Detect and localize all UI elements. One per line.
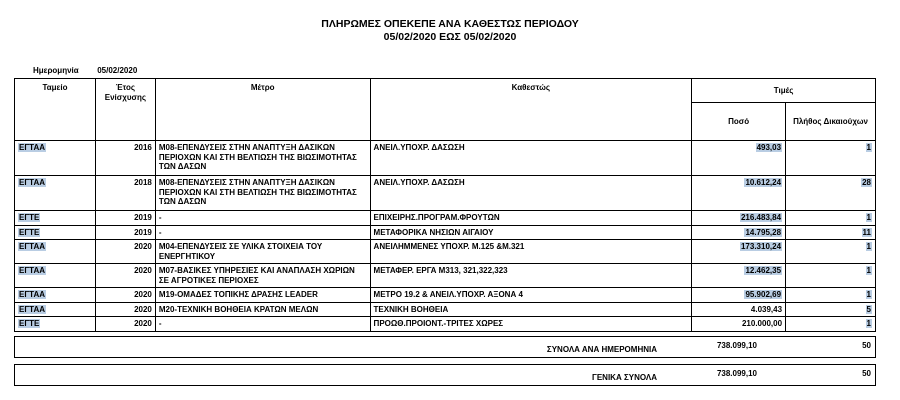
fund-cell: ΕΓΤΑΑ: [19, 304, 45, 314]
measure-cell: M19-ΟΜΑΔΕΣ ΤΟΠΙΚΗΣ ΔΡΑΣΗΣ LEADER: [155, 288, 370, 303]
year-cell: 2019: [95, 211, 155, 226]
report-title-block: [0, 18, 900, 44]
count-cell: 11: [862, 227, 871, 237]
amount-cell: 10.612,24: [745, 178, 782, 187]
count-cell: 5: [866, 304, 871, 314]
table-header: [15, 79, 876, 141]
table-row: [15, 141, 876, 176]
status-cell: ΠΡΟΩΘ.ΠΡΟΙΟΝΤ.-ΤΡΙΤΕΣ ΧΩΡΕΣ: [370, 317, 692, 332]
status-cell: ΑΝΕΙΛ.ΥΠΟΧΡ. ΔΑΣΩΣΗ: [370, 176, 692, 211]
amount-cell: 4.039,43: [692, 302, 786, 317]
report-period: 05/02/2020 ΕΩΣ 05/02/2020: [383, 31, 517, 43]
totals-by-date: [14, 336, 876, 358]
grand-totals-label: ΓΕΝΙΚΑ ΣΥΝΟΛΑ: [592, 373, 657, 382]
totals-by-date-count: 50: [862, 341, 871, 350]
header-fund: Ταμείο: [15, 79, 96, 141]
count-cell: 1: [866, 266, 871, 275]
count-cell: 1: [866, 143, 871, 152]
fund-cell: ΕΓΤΑΑ: [19, 242, 45, 251]
status-cell: ΑΝΕΙΛΗΜΜΕΝΕΣ ΥΠΟΧΡ. Μ.125 &Μ.321: [370, 240, 692, 264]
fund-cell: ΕΓΤΑΑ: [19, 290, 45, 299]
fund-cell: ΕΓΤΑΑ: [19, 143, 45, 152]
year-cell: 2016: [95, 141, 155, 176]
grand-totals: [14, 364, 876, 386]
year-cell: 2019: [95, 225, 155, 240]
year-cell: 2020: [95, 264, 155, 288]
table-body: [15, 141, 876, 332]
status-cell: ΜΕΤΡΟ 19.2 & ΑΝΕΙΛ.ΥΠΟΧΡ. ΑΞΟΝΑ 4: [370, 288, 692, 303]
table-row: [15, 211, 876, 226]
count-cell: 1: [866, 290, 871, 299]
year-cell: 2020: [95, 302, 155, 317]
fund-cell: ΕΓΤΕ: [19, 319, 40, 328]
grand-totals-count: 50: [862, 369, 871, 378]
measure-cell: M07-ΒΑΣΙΚΕΣ ΥΠΗΡΕΣΙΕΣ ΚΑΙ ΑΝΑΠΛΑΣΗ ΧΩΡΙΩΝ ΣΕ ΑΓΡΟΤΙΚΕΣ ΠΕΡΙΟΧΕΣ: [155, 264, 370, 288]
amount-cell: 12.462,35: [745, 266, 782, 275]
fund-cell: ΕΓΤΕ: [19, 213, 40, 222]
amount-cell: 216.483,84: [740, 213, 782, 222]
header-values: Τιμές: [692, 79, 876, 103]
year-cell: 2020: [95, 288, 155, 303]
year-cell: 2020: [95, 240, 155, 264]
table-row: [15, 317, 876, 332]
table-row: [15, 288, 876, 303]
header-year: Έτος Ενίσχυσης: [95, 79, 155, 141]
measure-cell: M20-ΤΕΧΝΙΚΗ ΒΟΗΘΕΙΑ ΚΡΑΤΩΝ ΜΕΛΩΝ: [155, 302, 370, 317]
fund-cell: ΕΓΤΑΑ: [19, 178, 45, 187]
fund-cell: ΕΓΤΑΑ: [19, 266, 45, 275]
measure-cell: -: [155, 211, 370, 226]
date-label: Ημερομηνία: [33, 66, 79, 75]
table-row: [15, 225, 876, 240]
measure-cell: M08-ΕΠΕΝΔΥΣΕΙΣ ΣΤΗΝ ΑΝΑΠΤΥΞΗ ΔΑΣΙΚΩΝ ΠΕΡΙΟΧΩΝ ΚΑΙ ΣΤΗ ΒΕΛΤΙΩΣΗ ΤΗΣ ΒΙΩΣΙΜΟΤΗΤΑΣ ΤΩΝ ΔΑΣΩΝ: [155, 141, 370, 176]
header-measure: Μέτρο: [155, 79, 370, 141]
year-cell: 2018: [95, 176, 155, 211]
amount-cell: 173.310,24: [740, 242, 782, 251]
status-cell: ΜΕΤΑΦΕΡ. ΕΡΓΑ Μ313, 321,322,323: [370, 264, 692, 288]
status-cell: ΤΕΧΝΙΚΗ ΒΟΗΘΕΙΑ: [370, 302, 692, 317]
status-cell: ΑΝΕΙΛ.ΥΠΟΧΡ. ΔΑΣΩΣΗ: [370, 141, 692, 176]
table-row: [15, 302, 876, 317]
count-cell: 28: [862, 178, 871, 187]
totals-by-date-amount: 738.099,10: [716, 341, 757, 350]
status-cell: ΕΠΙΧΕΙΡΗΣ.ΠΡΟΓΡΑΜ.ΦΡΟΥΤΩΝ: [370, 211, 692, 226]
fund-cell: ΕΓΤΕ: [19, 227, 40, 237]
measure-cell: -: [155, 225, 370, 240]
count-cell: 1: [866, 213, 871, 222]
table-row: [15, 240, 876, 264]
payments-table: [14, 78, 876, 332]
count-cell: 1: [866, 319, 871, 328]
amount-cell: 210.000,00: [692, 317, 786, 332]
header-amount: Ποσό: [692, 103, 786, 141]
table-row: [15, 176, 876, 211]
table-row: [15, 264, 876, 288]
totals-by-date-label: ΣΥΝΟΛΑ ΑΝΑ ΗΜΕΡΟΜΗΝΙΑ: [546, 345, 657, 354]
amount-cell: 95.902,69: [745, 290, 782, 299]
measure-cell: M08-ΕΠΕΝΔΥΣΕΙΣ ΣΤΗΝ ΑΝΑΠΤΥΞΗ ΔΑΣΙΚΩΝ ΠΕΡΙΟΧΩΝ ΚΑΙ ΣΤΗ ΒΕΛΤΙΩΣΗ ΤΗΣ ΒΙΩΣΙΜΟΤΗΤΑΣ ΤΩΝ ΔΑΣΩΝ: [155, 176, 370, 211]
measure-cell: -: [155, 317, 370, 332]
status-cell: ΜΕΤΑΦΟΡΙΚΑ ΝΗΣΙΩΝ ΑΙΓΑΙΟΥ: [370, 225, 692, 240]
header-status: Καθεστώς: [370, 79, 692, 141]
measure-cell: M04-ΕΠΕΝΔΥΣΕΙΣ ΣΕ ΥΛΙΚΑ ΣΤΟΙΧΕΙΑ ΤΟΥ ΕΝΕΡΓΗΤΙΚΟΥ: [155, 240, 370, 264]
amount-cell: 493,03: [756, 143, 782, 152]
year-cell: 2020: [95, 317, 155, 332]
report-date-row: [33, 66, 137, 75]
date-value: 05/02/2020: [97, 66, 138, 75]
grand-totals-amount: 738.099,10: [716, 369, 757, 378]
report-title: ΠΛΗΡΩΜΕΣ ΟΠΕΚΕΠΕ ΑΝΑ ΚΑΘΕΣΤΩΣ ΠΕΡΙΟΔΟΥ: [321, 18, 579, 30]
header-beneficiaries: Πλήθος Δικαιούχων: [786, 103, 876, 141]
count-cell: 1: [866, 242, 871, 251]
amount-cell: 14.795,28: [745, 227, 782, 237]
